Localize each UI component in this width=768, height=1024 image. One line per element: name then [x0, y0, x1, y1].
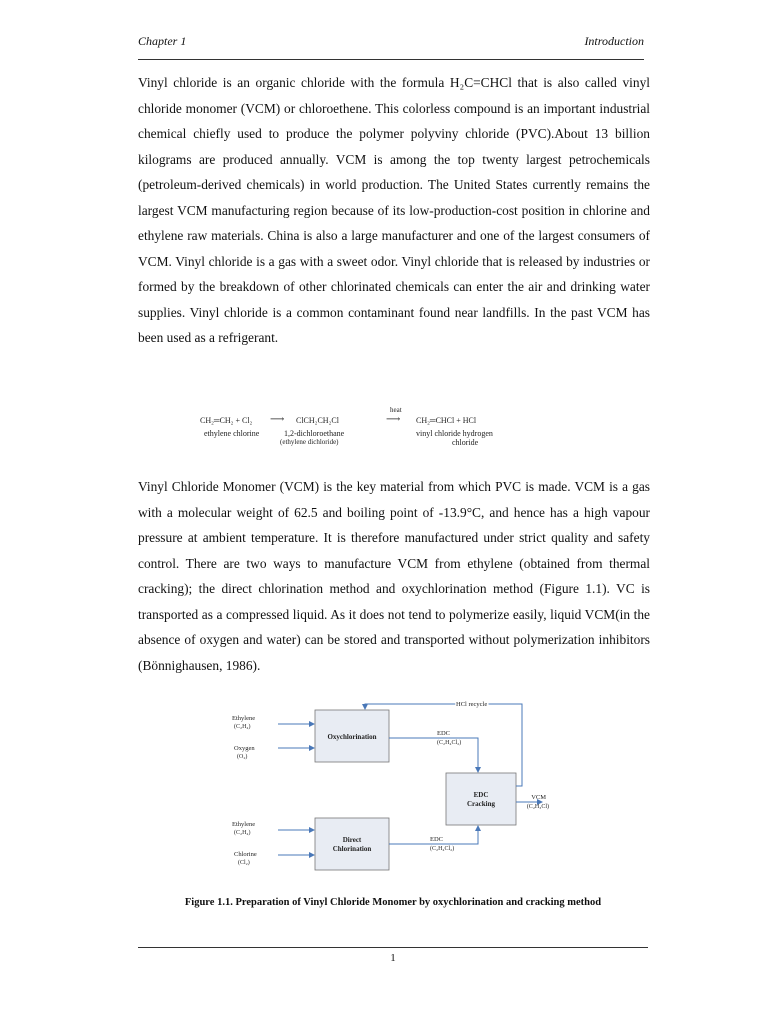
reactants: CH₂═CH₂ + Cl₂: [200, 416, 253, 425]
label-oxygen: Oxygen: [234, 745, 255, 752]
header-rule: [138, 59, 644, 60]
reaction-arrow-1: ⟶: [270, 414, 285, 425]
page-header: [138, 34, 644, 50]
intro-paragraph: Vinyl chloride is an organic chloride with the formula H₂C=CHCl that is also called vinyl chloride monomer (VCM) or chloroethene. This colorless compound is an important industrial chemical chiefly used to produce the polymer polyviny chloride (PVC).About 13 billion kilograms are produced annually. VCM is among the top twenty largest petrochemicals (petroleum-derived chemicals) in world production. The United States currently remains the largest VCM manufacturing region because of its low-production-cost position in chlorine and ethylene raw materials. China is also a large manufacturer and one of the largest consumers of VCM. Vinyl chloride is a gas with a sweet odor. Vinyl chloride that is released by industries or formed by the breakdown of other chlorinated chemicals can enter the air and drinking water supplies. Vinyl chloride is a common contaminant found near landfills. In the past VCM has been used as a refrigerant.: [138, 75, 650, 345]
edc-bottom-label: EDC: [430, 836, 443, 843]
label-ethylene-chlorine: ethylene chlorine: [204, 429, 260, 438]
label-ethylene-bottom: Ethylene: [232, 821, 256, 828]
label-dichloroethane: 1,2-dichloroethane: [284, 429, 345, 438]
reaction-arrow-2: ⟶: [386, 414, 401, 425]
reaction-equation: [200, 404, 520, 450]
edc-bottom-formula: (C₂H₄Cl₂): [430, 846, 455, 852]
edc-top-formula: (C₂H₄Cl₂): [437, 740, 462, 746]
process-flow-diagram: [220, 690, 550, 880]
label-ethylene-top: Ethylene: [232, 715, 256, 722]
edc-cracking-label-1: EDC: [473, 791, 489, 799]
products: CH₂═CHCl + HCl: [416, 416, 477, 425]
edc-top-label: EDC: [437, 730, 450, 737]
oxychlorination-label: Oxychlorination: [327, 733, 377, 741]
section-label: Introduction: [584, 34, 644, 48]
chapter-label: Chapter 1: [138, 34, 187, 48]
label-oxygen-formula: (O₂): [237, 754, 248, 760]
footer-rule: [138, 947, 648, 948]
direct-chlorination-label-2: Chlorination: [332, 845, 372, 853]
arrow-edc-top: [389, 738, 478, 772]
intermediate: ClCH₂CH₂Cl: [296, 416, 339, 425]
label-ethylene-top-formula: (C₂H₄): [234, 724, 251, 730]
label-chlorine-formula: (Cl₂): [238, 860, 250, 866]
edc-cracking-box: [446, 773, 516, 825]
label-chlorine: Chlorine: [234, 851, 257, 858]
figure-caption: Figure 1.1. Preparation of Vinyl Chloride Monomer by oxychlorination and cracking method: [184, 897, 602, 908]
direct-chlorination-label-1: Direct: [342, 836, 362, 844]
label-vinyl-chloride: vinyl chloride hydrogen: [416, 429, 493, 438]
vcm-formula: (C₂H₃Cl): [526, 804, 549, 810]
vcm-paragraph: Vinyl Chloride Monomer (VCM) is the key material from which PVC is made. VCM is a gas with a molecular weight of 62.5 and boiling point of -13.9°C, and hence has a high vapour pressure at ambient temperature. It is therefore manufactured under strict quality and safety control. There are two ways to manufacture VCM from ethylene (obtained from thermal cracking); the direct chlorination method and oxychlorination method (Figure 1.1). VC is transported as a compressed liquid. As it does not tend to polymerize easily, liquid VCM(in the absence of oxygen and water) can be stored and transported without polymerization inhibitors (Bönnighausen, 1986).: [138, 479, 650, 673]
heat-label: heat: [390, 406, 402, 414]
hcl-recycle-label: HCl recycle: [456, 701, 488, 708]
label-ethylene-bottom-formula: (C₂H₄): [234, 830, 251, 836]
vcm-label: VCM: [531, 794, 546, 801]
label-chloride: chloride: [452, 438, 479, 447]
page-number: 1: [390, 952, 396, 964]
label-ethylene-dichloride: (ethylene dichloride): [280, 438, 339, 446]
direct-chlorination-box: [315, 818, 389, 870]
edc-cracking-label-2: Cracking: [467, 800, 495, 808]
